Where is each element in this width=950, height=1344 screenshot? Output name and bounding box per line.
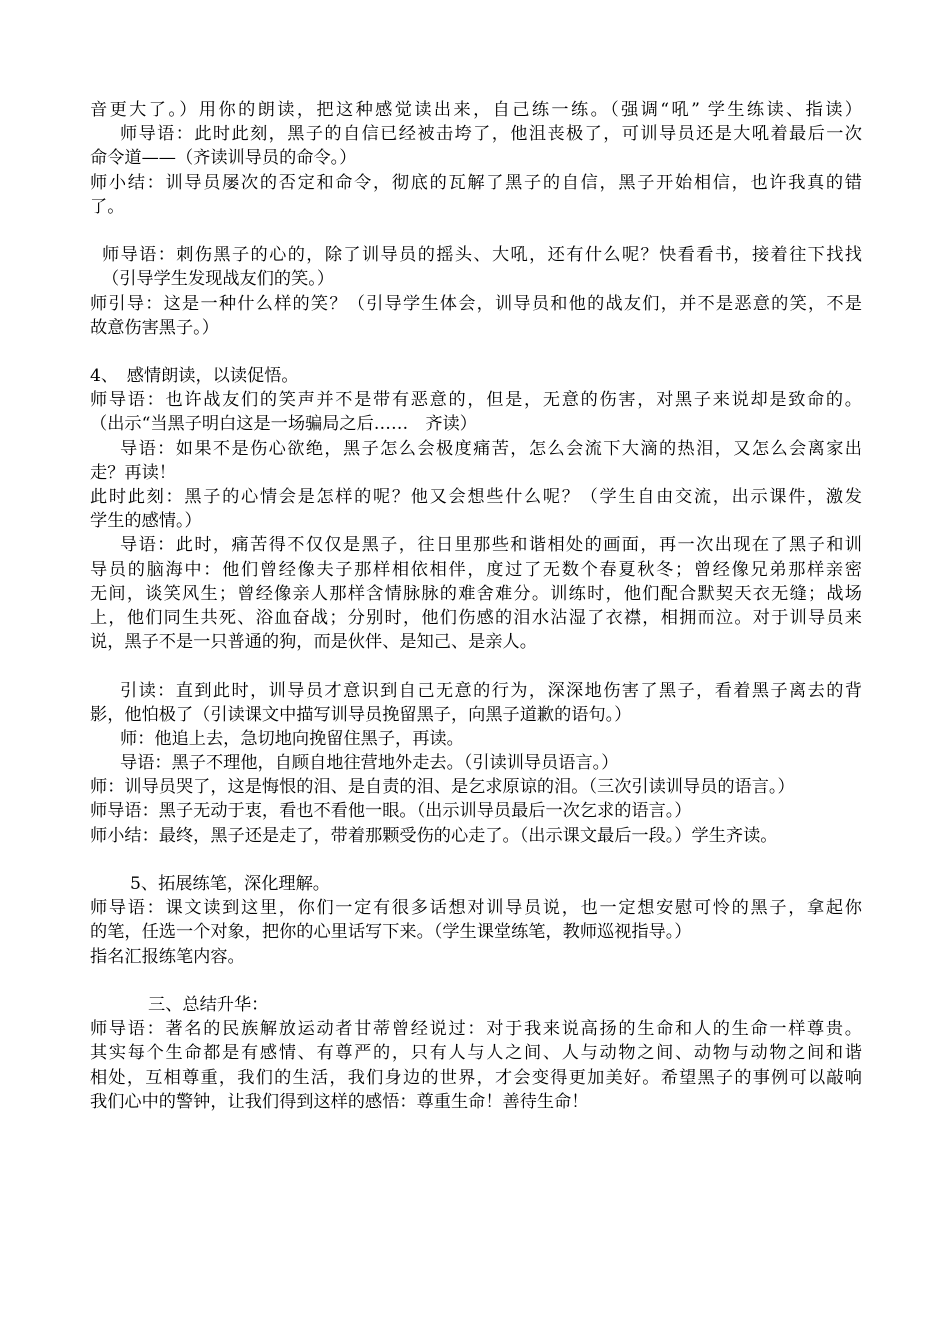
paragraph-line: 师：他追上去，急切地向挽留住黑子，再读。 [120, 728, 464, 749]
paragraph-line: 我们心中的警钟，让我们得到这样的感悟：尊重生命！善待生命！ [90, 1091, 589, 1112]
paragraph-line: 走？再读！ [90, 462, 176, 483]
paragraph-line: 命令道——（齐读训导员的命令。） [90, 148, 357, 169]
section-heading: 4、 感情朗读，以读促悟。 [90, 366, 299, 387]
paragraph-line: 了。 [90, 196, 125, 217]
paragraph-line: 师：训导员哭了，这是悔恨的泪、是自责的泪、是乞求原谅的泪。（三次引读训导员的语言。） [90, 777, 795, 798]
paragraph-line: 相处，互相尊重，我们的生活，我们身边的世界，才会变得更加美好。希望黑子的事例可以敲响 [90, 1067, 862, 1088]
paragraph-line: 导语：如果不是伤心欲绝，黑子怎么会极度痛苦，怎么会流下大滴的热泪，又怎么会离家出 [120, 438, 862, 459]
paragraph-line: 的笔，任选一个对象，把你的心里话写下来。（学生课堂练笔，教师巡视指导。） [90, 922, 692, 943]
paragraph-line: 师小结：最终，黑子还是走了，带着那颗受伤的心走了。（出示课文最后一段。）学生齐读。 [90, 825, 778, 846]
paragraph-line: 学生的感情。） [90, 511, 202, 532]
section-heading: 5、拓展练笔，深化理解。 [130, 874, 330, 894]
blank-line [90, 654, 862, 678]
blank-line [90, 340, 862, 364]
paragraph-line: 师导语：课文读到这里，你们一定有很多话想对训导员说，也一定想安慰可怜的黑子，拿起你 [90, 898, 862, 919]
paragraph-line: 导员的脑海中：他们曾经像夫子那样相依相伴，度过了无数个春夏秋冬；曾经像兄弟那样亲密 [90, 559, 862, 580]
paragraph-line: 音更大了。）用你的朗读，把这种感觉读出来，自己练一练。（强调“吼” 学生练读、指读） [90, 100, 862, 120]
paragraph-line: （引导学生发现战友们的笑。） [102, 269, 335, 290]
paragraph-line: 其实每个生命都是有感情、有尊严的，只有人与人之间、人与动物之间、动物与动物之间和谐 [90, 1043, 862, 1064]
section-heading: 三、总结升华： [148, 994, 269, 1015]
paragraph-line: （出示“当黑子明白这是一场骗局之后…… 齐读） [90, 414, 477, 435]
paragraph-line: 师导语：著名的民族解放运动者甘蒂曾经说过：对于我来说高扬的生命和人的生命一样尊贵。 [90, 1019, 862, 1040]
paragraph-line: 师导语：也许战友们的笑声并不是带有恶意的，但是，无意的伤害，对黑子来说却是致命的。 [90, 390, 862, 411]
paragraph-line: 影，他怕极了（引读课文中描写训导员挽留黑子，向黑子道歉的语句。） [90, 704, 632, 725]
paragraph-line: 师引导：这是一种什么样的笑？（引导学生体会，训导员和他的战友们，并不是恶意的笑，不是 [90, 293, 862, 314]
paragraph-line: 师小结：训导员屡次的否定和命令，彻底的瓦解了黑子的自信，黑子开始相信，也许我真的错 [90, 172, 862, 193]
paragraph-line: 师导语：此时此刻，黑子的自信已经被击垮了，他沮丧极了，可训导员还是大吼着最后一次 [120, 124, 862, 145]
paragraph-line: 此时此刻：黑子的心情会是怎样的呢？他又会想些什么呢？（学生自由交流，出示课件，激发 [90, 487, 862, 507]
paragraph-line: 指名汇报练笔内容。 [90, 946, 245, 967]
paragraph-line: 故意伤害黑子。） [90, 317, 219, 338]
paragraph-line: 导语：黑子不理他，自顾自地往营地外走去。（引读训导员语言。） [120, 753, 619, 774]
blank-line [90, 219, 862, 243]
blank-line [90, 848, 862, 872]
document-page [90, 98, 862, 1114]
paragraph-line: 无间，谈笑风生；曾经像亲人那样含情脉脉的难舍难分。训练时，他们配合默契天衣无缝；战场 [90, 583, 862, 604]
paragraph-line: 师导语：刺伤黑子的心的，除了训导员的摇头、大吼，还有什么呢？快看看书，接着往下找找 [102, 245, 862, 266]
paragraph-line: 说，黑子不是一只普通的狗，而是伙伴、是知己、是亲人。 [90, 632, 537, 653]
paragraph-line: 引读：直到此时，训导员才意识到自己无意的行为，深深地伤害了黑子，看着黑子离去的背 [120, 680, 862, 701]
paragraph-line: 导语：此时，痛苦得不仅仅是黑子，往日里那些和谐相处的画面，再一次出现在了黑子和训 [120, 535, 862, 556]
paragraph-line: 师导语：黑子无动于衷，看也不看他一眼。（出示训导员最后一次乞求的语言。） [90, 801, 692, 822]
paragraph-line: 上，他们同生共死、浴血奋战；分别时，他们伤感的泪水沾湿了衣襟，相拥而泣。对于训导员来 [90, 607, 862, 628]
blank-line [90, 969, 862, 993]
